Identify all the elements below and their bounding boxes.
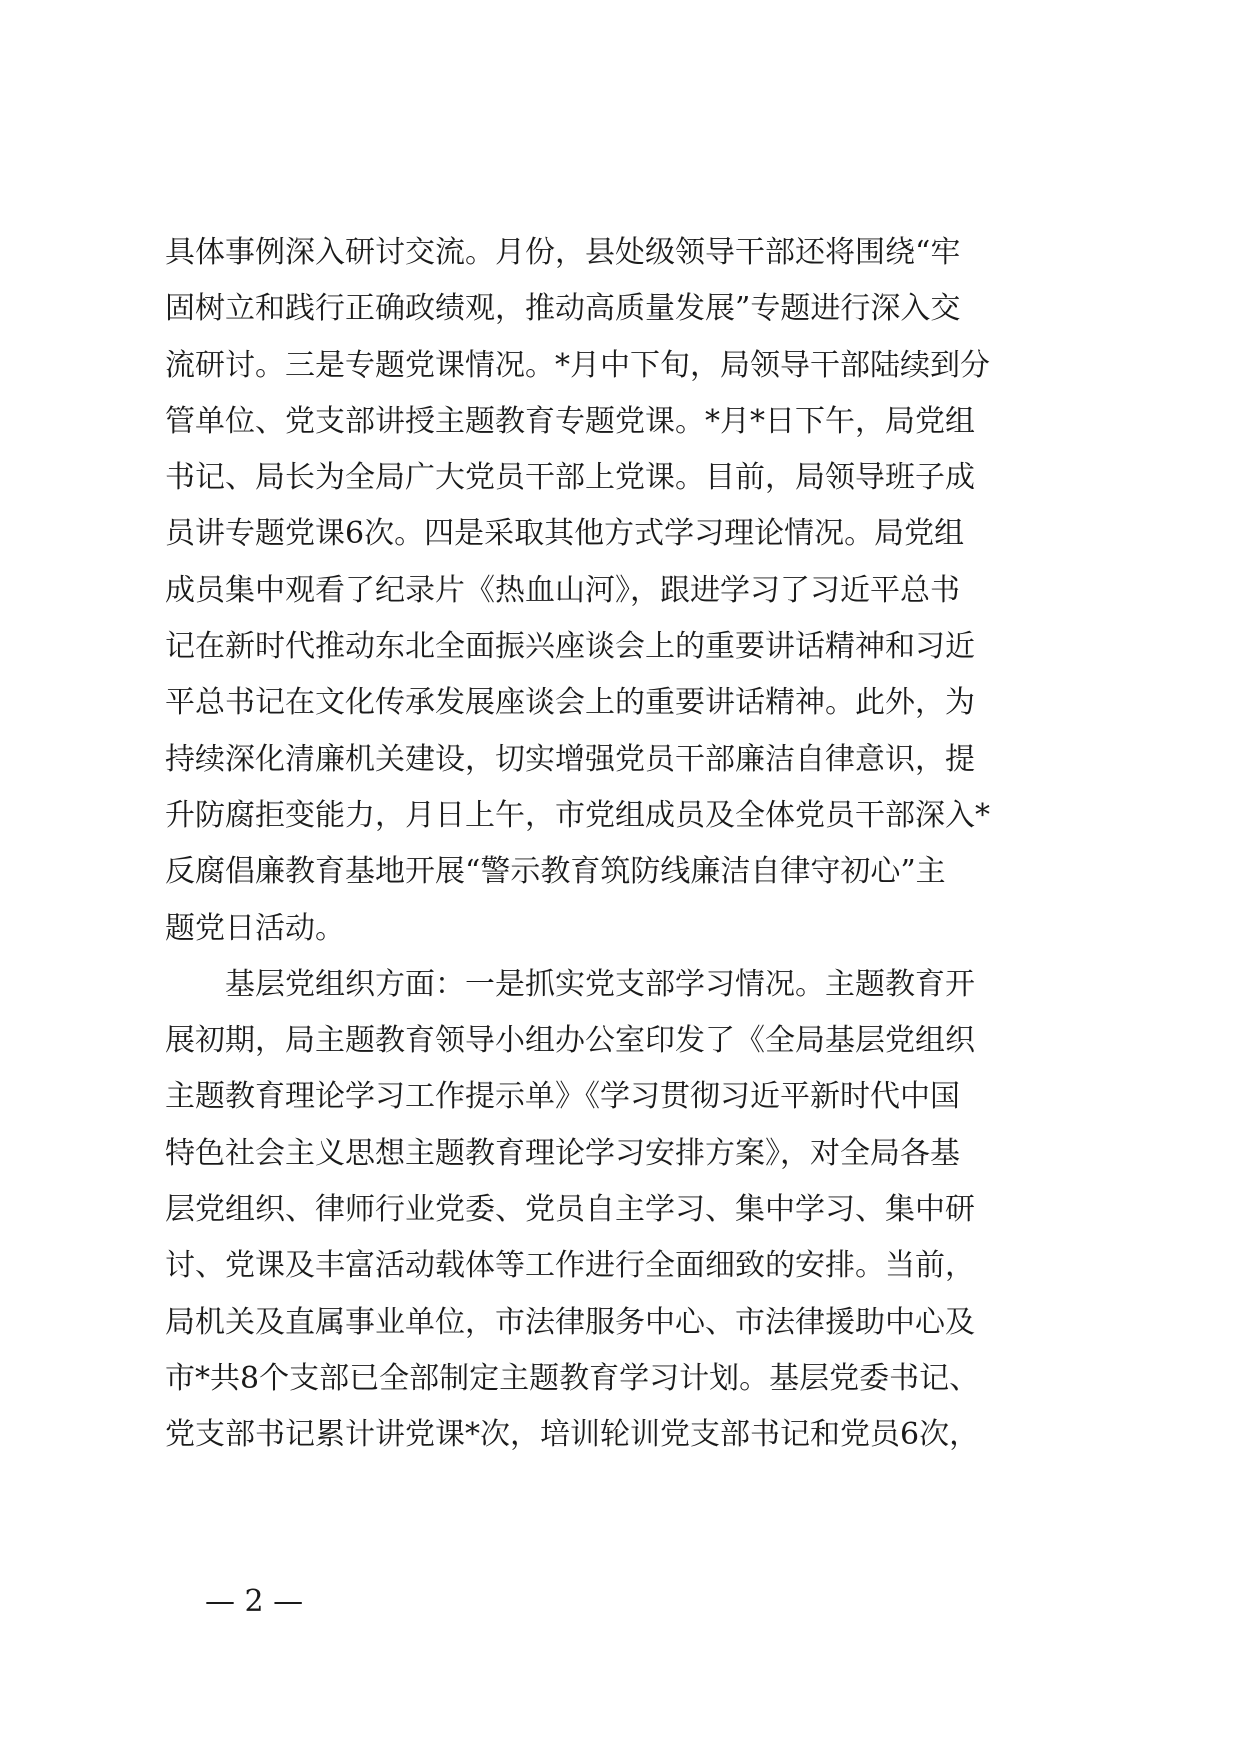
text-line: 展初期，局主题教育领导小组办公室印发了《全局基层党组织 [165, 1023, 975, 1059]
text-line: 固树立和践行正确政绩观，推动高质量发展”专题进行深入交 [165, 291, 961, 327]
text-line: 升防腐拒变能力，月日上午，市党组成员及全体党员干部深入* [165, 797, 990, 833]
text-line: 成员集中观看了纪录片《热血山河》，跟进学习了习近平总书 [165, 572, 960, 608]
text-line: 记在新时代推动东北全面振兴座谈会上的重要讲话精神和习近 [165, 629, 975, 665]
text-line: 党支部书记累计讲党课*次，培训轮训党支部书记和党员6次， [165, 1417, 980, 1453]
text-line: 特色社会主义思想主题教育理论学习安排方案》，对全局各基 [165, 1135, 960, 1171]
text-line: 流研讨。三是专题党课情况。*月中下旬，局领导干部陆续到分 [165, 347, 990, 383]
text-line: 持续深化清廉机关建设，切实增强党员干部廉洁自律意识，提 [165, 741, 975, 777]
page-number: — 2 — [205, 1584, 304, 1619]
text-line: 具体事例深入研讨交流。月份，县处级领导干部还将围绕“牢 [165, 235, 961, 270]
text-line: 讨、党课及丰富活动载体等工作进行全面细致的安排。当前， [165, 1248, 975, 1284]
text-line: 员讲专题党课6次。四是采取其他方式学习理论情况。局党组 [165, 516, 965, 552]
text-line: 管单位、党支部讲授主题教育专题党课。*月*日下午，局党组 [165, 403, 975, 439]
text-line: 主题教育理论学习工作提示单》《学习贯彻习近平新时代中国 [165, 1079, 960, 1115]
text-line: 书记、局长为全局广大党员干部上党课。目前，局领导班子成 [165, 460, 975, 496]
text-line: 市*共8个支部已全部制定主题教育学习计划。基层党委书记、 [165, 1360, 980, 1396]
body-text [165, 225, 1095, 1464]
text-line: 反腐倡廉教育基地开展“警示教育筑防线廉洁自律守初心”主 [165, 854, 946, 890]
text-line: 层党组织、律师行业党委、党员自主学习、集中学习、集中研 [165, 1192, 975, 1228]
text-line: 题党日活动。 [165, 910, 345, 946]
text-line: 基层党组织方面：一是抓实党支部学习情况。主题教育开 [165, 966, 975, 1002]
text-line: 平总书记在文化传承发展座谈会上的重要讲话精神。此外，为 [165, 685, 975, 721]
text-line: 局机关及直属事业单位，市法律服务中心、市法律援助中心及 [165, 1304, 975, 1340]
